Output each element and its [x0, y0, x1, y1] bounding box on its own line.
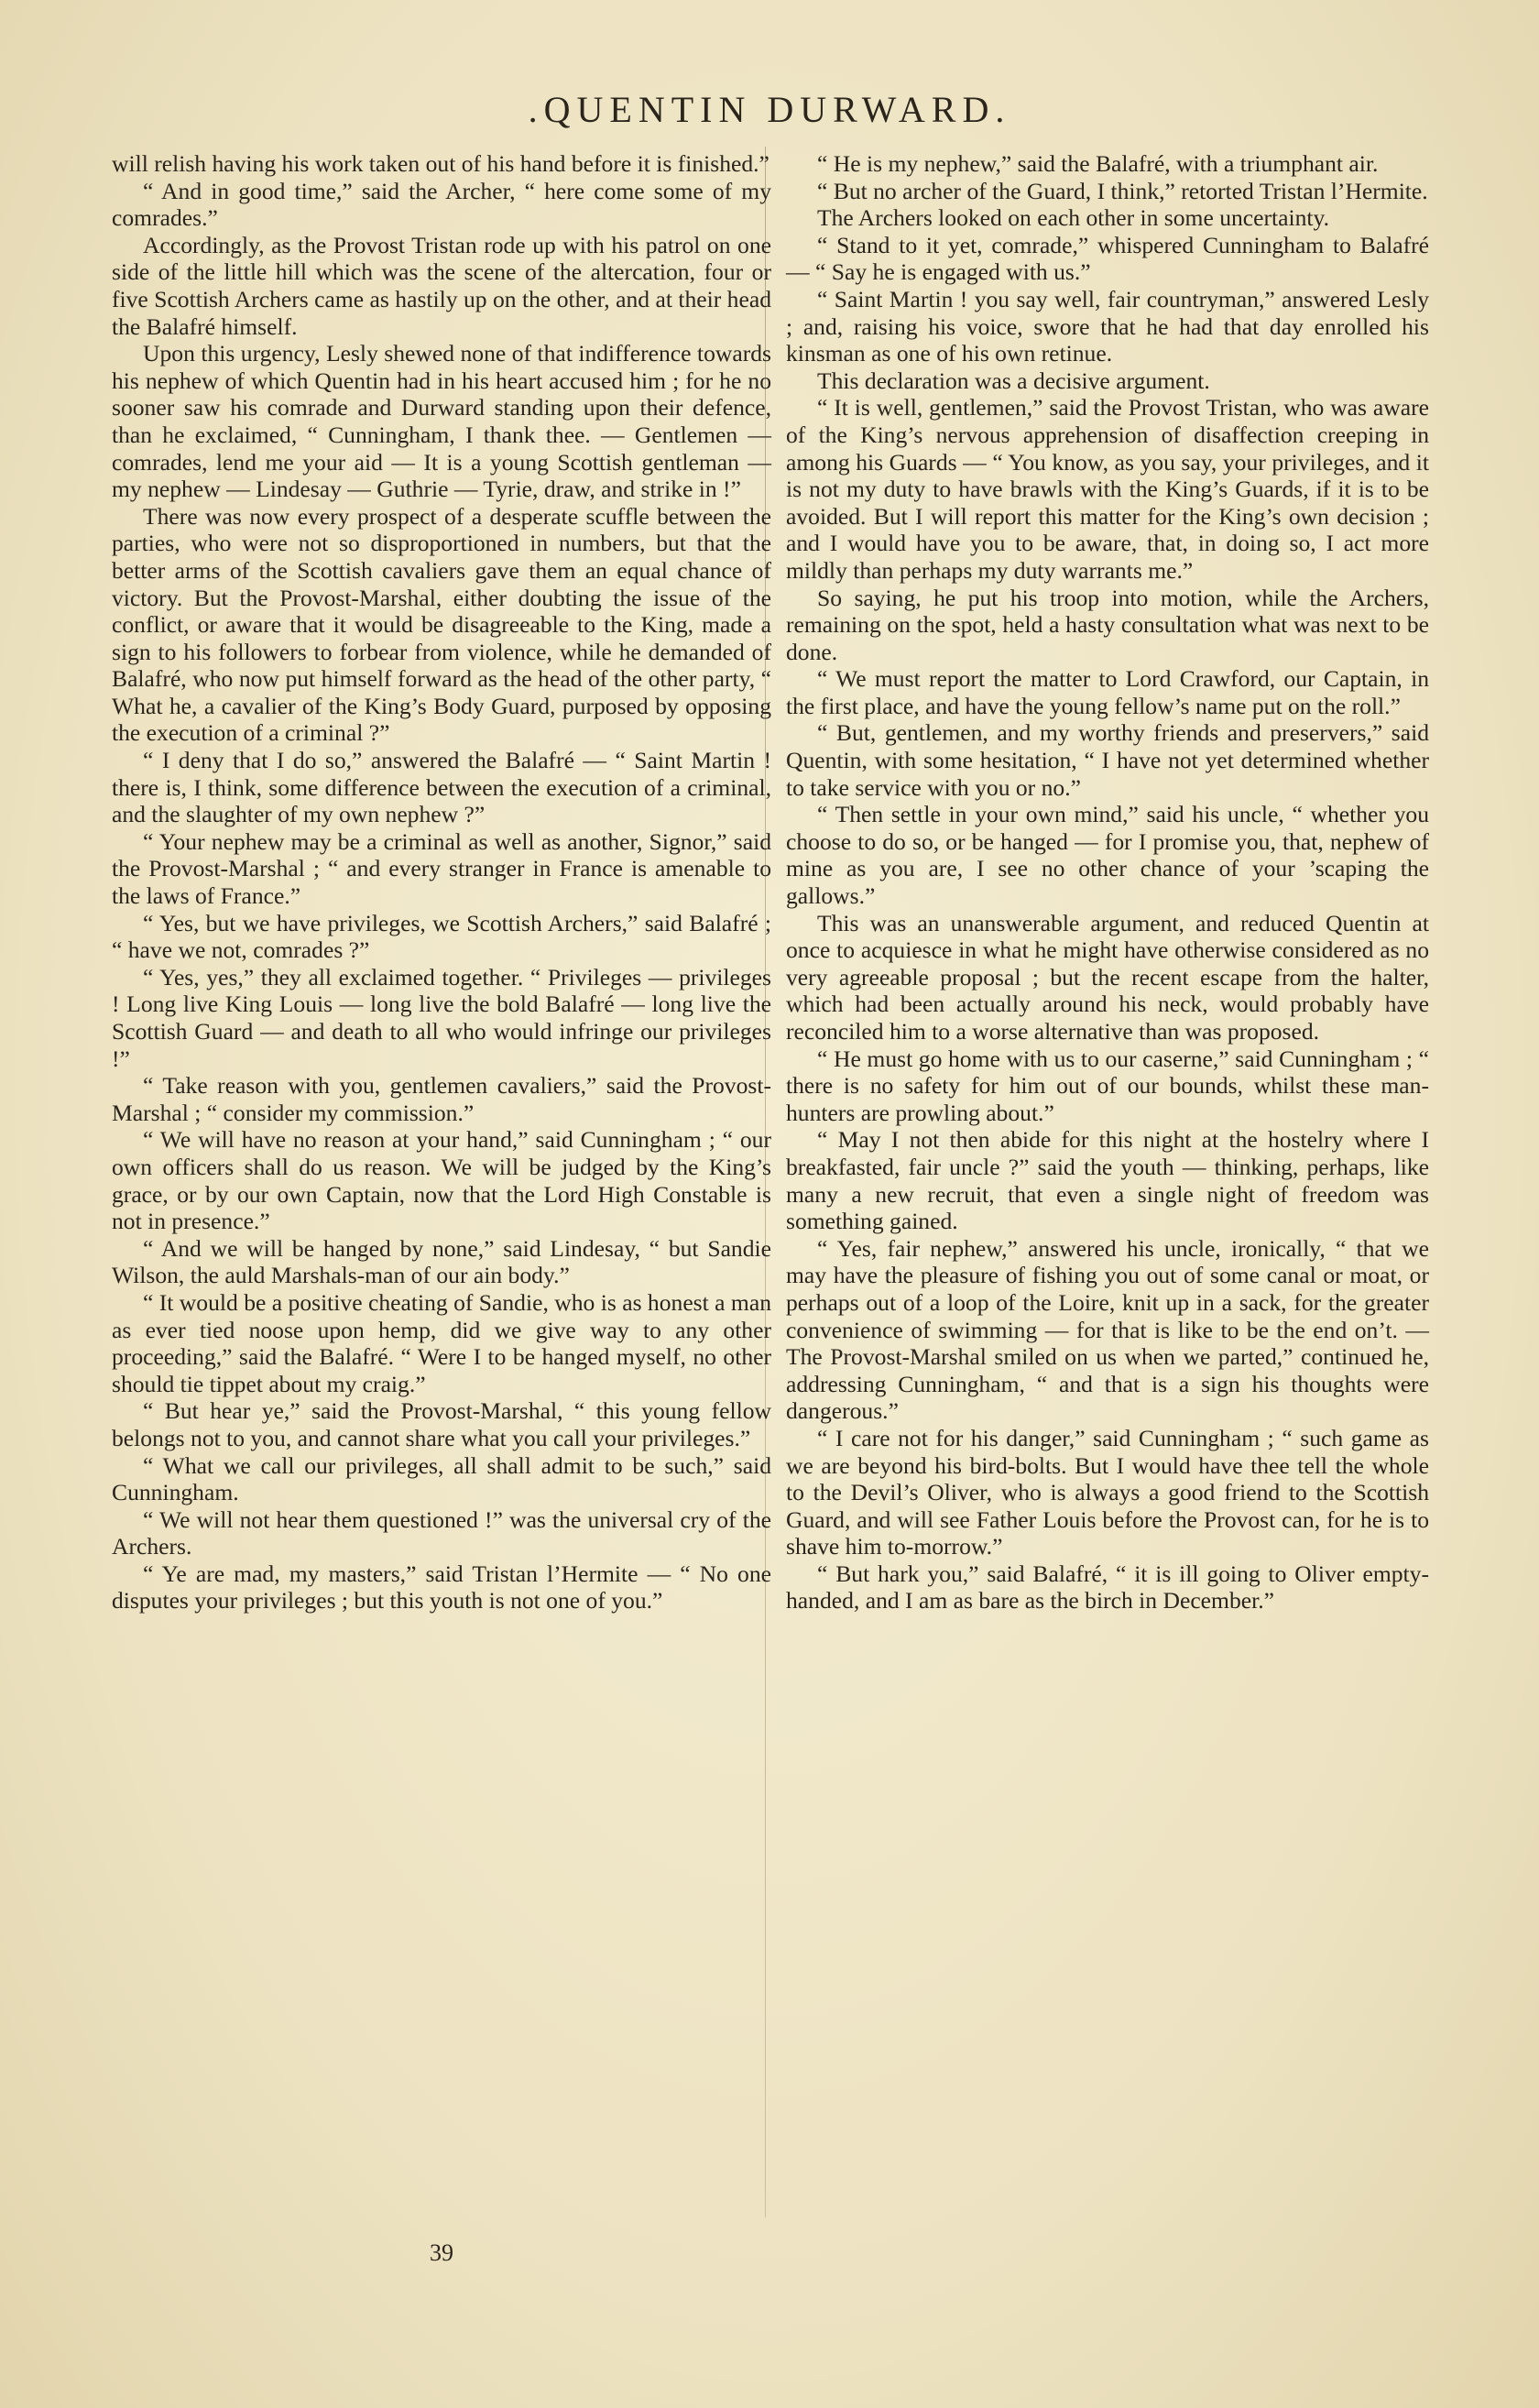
running-head: .QUENTIN DURWARD.	[528, 89, 1011, 130]
paragraph: “ What we call our privileges, all shall admit to be such,” said Cunningham.	[112, 1451, 771, 1506]
paragraph: will relish having his work taken out of his hand before it is finished.”	[112, 150, 770, 177]
paragraph: The Archers looked on each other in some uncertainty.	[817, 204, 1330, 232]
paragraph: “ We will have no reason at your hand,” said Cunningham ; “ our own officers shall do us reason. We will be judged by the King’s grace, or by our own Captain, now that the Lord High Constable is not in presence.”	[112, 1126, 771, 1235]
paragraph: “ And in good time,” said the Archer, “ here come some of my comrades.”	[112, 177, 771, 232]
paragraph: “ Ye are mad, my masters,” said Tristan l’Hermite — “ No one disputes your privileges ; but this youth is not one of you.”	[112, 1560, 771, 1614]
paragraph: This declaration was a decisive argument.	[817, 367, 1210, 394]
paragraph: Accordingly, as the Provost Tristan rode up with his patrol on one side of the little hill which was the scene of the altercation, four or five Scottish Archers came as hastily up on the other, and at their head the Balafré himself.	[112, 231, 771, 340]
paragraph: “ Take reason with you, gentlemen cavaliers,” said the Provost-Marshal ; “ consider my commission.”	[112, 1072, 771, 1126]
paragraph: “ Stand to it yet, comrade,” whispered Cunningham to Balafré — “ Say he is engaged with us.”	[786, 231, 1429, 286]
page-number: 39	[430, 2239, 453, 2266]
paragraph: “ We must report the matter to Lord Crawford, our Captain, in the first place, and have the young fellow’s name put on the roll.”	[786, 665, 1429, 719]
right-column	[786, 150, 1429, 1614]
paragraph: “ Yes, but we have privileges, we Scottish Archers,” said Balafré ; “ have we not, comrades ?”	[112, 909, 771, 964]
paragraph: “ But, gentlemen, and my worthy friends and preservers,” said Quentin, with some hesitation, “ I have not yet determined whether to take service with you or no.”	[786, 719, 1429, 801]
paragraph: This was an unanswerable argument, and reduced Quentin at once to acquiesce in what he might have otherwise considered as no very agreeable proposal ; but the recent escape from the halter, which had been actually around his neck, would probably have reconciled him to a worse alternative than was proposed.	[786, 909, 1429, 1045]
paragraph: “ And we will be hanged by none,” said Lindesay, “ but Sandie Wilson, the auld Marshals-man of our ain body.”	[112, 1234, 771, 1289]
left-column	[112, 150, 771, 1614]
paragraph: “ But hark you,” said Balafré, “ it is ill going to Oliver empty-handed, and I am as bare as the birch in December.”	[786, 1560, 1429, 1614]
paragraph: “ He must go home with us to our caserne,” said Cunningham ; “ there is no safety for him out of our bounds, whilst these man-hunters are prowling about.”	[786, 1045, 1429, 1126]
paragraph: “ Saint Martin ! you say well, fair countryman,” answered Lesly ; and, raising his voice, swore that he had that day enrolled his kinsman as one of his own retinue.	[786, 285, 1429, 367]
paragraph: Upon this urgency, Lesly shewed none of that indifference towards his nephew of which Quentin had in his heart accused him ; for he no sooner saw his comrade and Durward standing upon their defence, than he exclaimed, “ Cunningham, I thank thee. — Gentlemen — comrades, lend me your aid — It is a young Scottish gentleman — my nephew — Lindesay — Guthrie — Tyrie, draw, and strike in !”	[112, 340, 771, 503]
paragraph: “ I care not for his danger,” said Cunningham ; “ such game as we are beyond his bird-bolts. But I would have thee tell the whole to the Devil’s Oliver, who is always a good friend to the Scottish Guard, and will see Father Louis before the Provost can, for he is to shave him to-morrow.”	[786, 1424, 1429, 1560]
paragraph: “ Yes, fair nephew,” answered his uncle, ironically, “ that we may have the pleasure of fishing you out of some canal or moat, or perhaps out of a loop of the Loire, knit up in a sack, for the greater convenience of swimming — for that is like to be the end on’t. — The Provost-Marshal smiled on us when we parted,” continued he, addressing Cunningham, “ and that is a sign his thoughts were dangerous.”	[786, 1234, 1429, 1425]
paragraph: “ Yes, yes,” they all exclaimed together. “ Privileges — privileges ! Long live King Louis — long live the bold Balafré — long live the Scottish Guard — and death to all who would infringe our privileges !”	[112, 963, 771, 1072]
paragraph: There was now every prospect of a desperate scuffle between the parties, who were not so disproportioned in numbers, but that the better arms of the Scottish cavaliers gave them an equal chance of victory. But the Provost-Marshal, either doubting the issue of the conflict, or aware that it would be disagreeable to the King, made a sign to his followers to forbear from violence, while he demanded of Balafré, who now put himself forward as the head of the other party, “ What he, a cavalier of the King’s Body Guard, purposed by opposing the execution of a criminal ?”	[112, 502, 771, 747]
paragraph: “ I deny that I do so,” answered the Balafré — “ Saint Martin ! there is, I think, some difference between the execution of a criminal, and the slaughter of my own nephew ?”	[112, 747, 771, 828]
paragraph: “ We will not hear them questioned !” was the universal cry of the Archers.	[112, 1505, 771, 1560]
paragraph: “ But no archer of the Guard, I think,” retorted Tristan l’Hermite.	[817, 177, 1428, 204]
paragraph: “ It would be a positive cheating of Sandie, who is as honest a man as ever tied noose upon hemp, did we give way to any other proceeding,” said the Balafré. “ Were I to be hanged myself, no other should tie tippet about my craig.”	[112, 1288, 771, 1397]
paragraph: “ But hear ye,” said the Provost-Marshal, “ this young fellow belongs not to you, and cannot share what you call your privileges.”	[112, 1397, 771, 1451]
paragraph: “ May I not then abide for this night at the hostelry where I breakfasted, fair uncle ?” said the youth — thinking, perhaps, like many a new recruit, that even a single night of freedom was something gained.	[786, 1126, 1429, 1235]
paragraph: “ He is my nephew,” said the Balafré, with a triumphant air.	[817, 150, 1379, 177]
paragraph: “ Your nephew may be a criminal as well as another, Signor,” said the Provost-Marshal ; “ and every stranger in France is amenable to the laws of France.”	[112, 827, 771, 910]
paragraph: So saying, he put his troop into motion, while the Archers, remaining on the spot, held a hasty consultation what was next to be done.	[786, 584, 1429, 665]
paragraph: “ It is well, gentlemen,” said the Provost Tristan, who was aware of the King’s nervous apprehension of disaffection creeping in among his Guards — “ You know, as you say, your privileges, and it is not my duty to have brawls with the King’s Guards, if it is to be avoided. But I will report this matter for the King’s own decision ; and I would have you to be aware, that, in doing so, I act more mildly than perhaps my duty warrants me.”	[786, 394, 1429, 584]
paragraph: “ Then settle in your own mind,” said his uncle, “ whether you choose to do so, or be hanged — for I promise you, that, nephew of mine as you are, I see no other chance of your ’scaping the gallows.”	[786, 801, 1429, 910]
